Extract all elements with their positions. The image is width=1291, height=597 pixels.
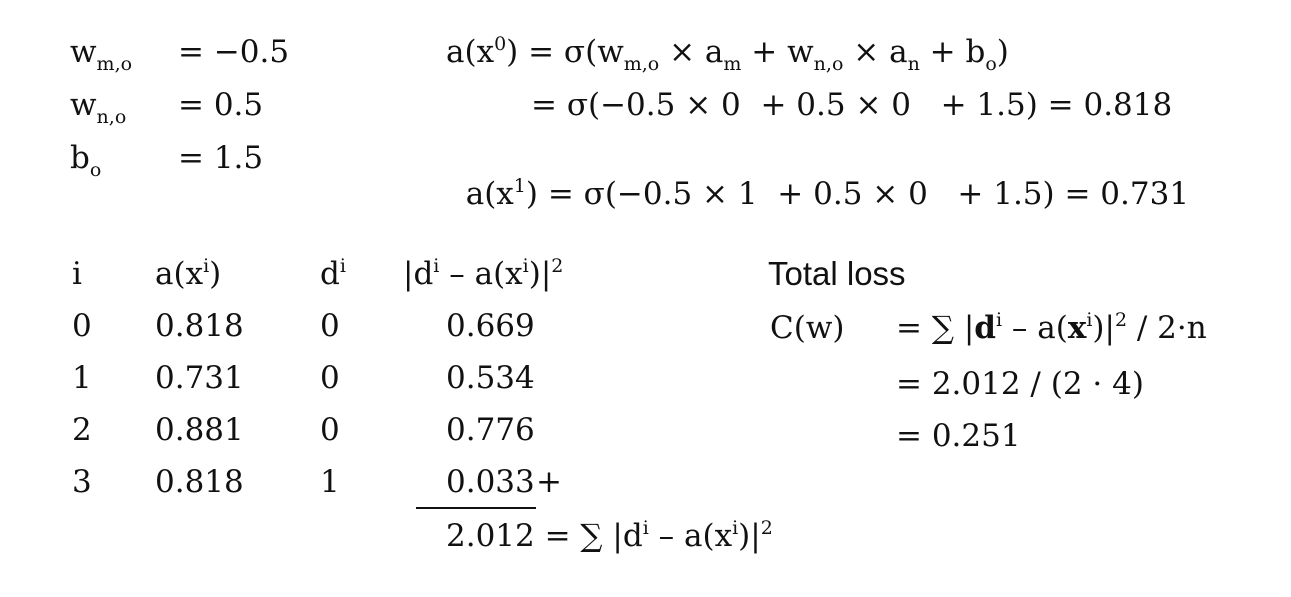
loss-sup: i bbox=[1086, 309, 1093, 331]
table-row-3-i: 3 bbox=[72, 464, 92, 500]
sum-text: – a(x bbox=[648, 518, 733, 554]
loss-text: )| bbox=[1092, 310, 1115, 346]
sum-plus-sign: + bbox=[536, 464, 562, 500]
table-header-i: i bbox=[72, 256, 82, 292]
eq-sub: o bbox=[985, 53, 997, 75]
loss-text: / 2·n bbox=[1127, 310, 1207, 346]
eq-text: a(x bbox=[446, 34, 495, 70]
header-sup: i bbox=[203, 255, 210, 277]
header-sup: 2 bbox=[551, 255, 564, 277]
total-loss-cw: C(w) bbox=[770, 310, 845, 346]
total-loss-title: Total loss bbox=[768, 255, 906, 292]
header-text: a(x bbox=[155, 256, 204, 292]
total-loss-result: = 0.251 bbox=[896, 418, 1021, 454]
param-symbol: b bbox=[70, 140, 90, 176]
eq-text: + b bbox=[919, 34, 986, 70]
table-row-2-err: 0.776 bbox=[446, 412, 535, 448]
table-row-2-i: 2 bbox=[72, 412, 92, 448]
eq-sub: m,o bbox=[623, 53, 660, 75]
eq-sup: 0 bbox=[494, 33, 507, 55]
param-w-mo-value: = −0.5 bbox=[178, 34, 290, 70]
param-w-no-value: = 0.5 bbox=[178, 87, 264, 123]
total-loss-step: = 2.012 / (2 · 4) bbox=[896, 366, 1144, 402]
eq-text: ) bbox=[996, 34, 1009, 70]
loss-bold: x bbox=[1067, 310, 1087, 346]
param-subscript: n,o bbox=[96, 106, 127, 128]
table-header-error bbox=[403, 256, 563, 292]
table-row-0-ax: 0.818 bbox=[155, 308, 244, 344]
table-header-desired bbox=[320, 256, 346, 292]
eq-sub: n,o bbox=[813, 53, 844, 75]
eq-text: w bbox=[597, 34, 624, 70]
loss-sup: 2 bbox=[1114, 309, 1128, 331]
header-sup: i bbox=[522, 255, 529, 277]
header-sup: i bbox=[339, 255, 346, 277]
table-row-0-d: 0 bbox=[320, 308, 340, 344]
table-row-3-d: 1 bbox=[320, 464, 340, 500]
sum-divider bbox=[416, 507, 536, 509]
eq-text: a(x bbox=[465, 176, 514, 212]
param-w-mo bbox=[70, 34, 133, 75]
header-text: d bbox=[320, 256, 340, 292]
header-text: ) bbox=[209, 256, 222, 292]
table-row-1-i: 1 bbox=[72, 360, 92, 396]
loss-sup: i bbox=[995, 309, 1003, 331]
table-row-0-err: 0.669 bbox=[446, 308, 535, 344]
param-symbol: w bbox=[70, 34, 97, 70]
table-row-2-d: 0 bbox=[320, 412, 340, 448]
loss-bold: d bbox=[974, 310, 996, 346]
sum-sup: i bbox=[642, 517, 649, 539]
eq-sup: 1 bbox=[513, 175, 526, 197]
table-row-3-ax: 0.818 bbox=[155, 464, 244, 500]
sum-sup: i bbox=[732, 517, 739, 539]
param-subscript: m,o bbox=[96, 53, 133, 75]
param-w-no bbox=[70, 87, 127, 128]
table-header-activation bbox=[155, 256, 221, 292]
table-row-3-err: 0.033 bbox=[446, 464, 535, 500]
loss-text: = ∑ | bbox=[896, 310, 975, 346]
table-row-1-d: 0 bbox=[320, 360, 340, 396]
activation-x1 bbox=[446, 140, 1189, 212]
sum-sup: 2 bbox=[760, 517, 773, 539]
table-row-0-i: 0 bbox=[72, 308, 92, 344]
total-loss-formula bbox=[896, 310, 1207, 346]
eq-sub: n bbox=[907, 53, 920, 75]
header-sup: i bbox=[433, 255, 440, 277]
loss-text: – a( bbox=[1002, 310, 1068, 346]
header-text: |d bbox=[403, 256, 434, 292]
param-b-o-value: = 1.5 bbox=[178, 140, 264, 176]
sum-text: )| bbox=[738, 518, 761, 554]
eq-text: + w bbox=[741, 34, 814, 70]
eq-text: × a bbox=[843, 34, 908, 70]
param-subscript: o bbox=[89, 159, 102, 181]
table-row-2-ax: 0.881 bbox=[155, 412, 244, 448]
sum-text: 2.012 = ∑ |d bbox=[446, 518, 643, 554]
header-text: – a(x bbox=[439, 256, 523, 292]
eq-text: × a bbox=[659, 34, 724, 70]
header-text: )| bbox=[528, 256, 552, 292]
table-row-1-ax: 0.731 bbox=[155, 360, 244, 396]
activation-formula bbox=[446, 33, 1009, 75]
activation-x0-result: = σ(−0.5 × 0 + 0.5 × 0 + 1.5) = 0.818 bbox=[531, 87, 1173, 123]
param-symbol: w bbox=[70, 87, 97, 123]
eq-text: ) = σ(−0.5 × 1 + 0.5 × 0 + 1.5) = 0.731 bbox=[525, 176, 1190, 212]
param-b-o bbox=[70, 140, 102, 181]
eq-text: ) = σ( bbox=[506, 34, 598, 70]
sum-result bbox=[446, 518, 773, 554]
eq-sub: m bbox=[723, 53, 742, 75]
table-row-1-err: 0.534 bbox=[446, 360, 535, 396]
